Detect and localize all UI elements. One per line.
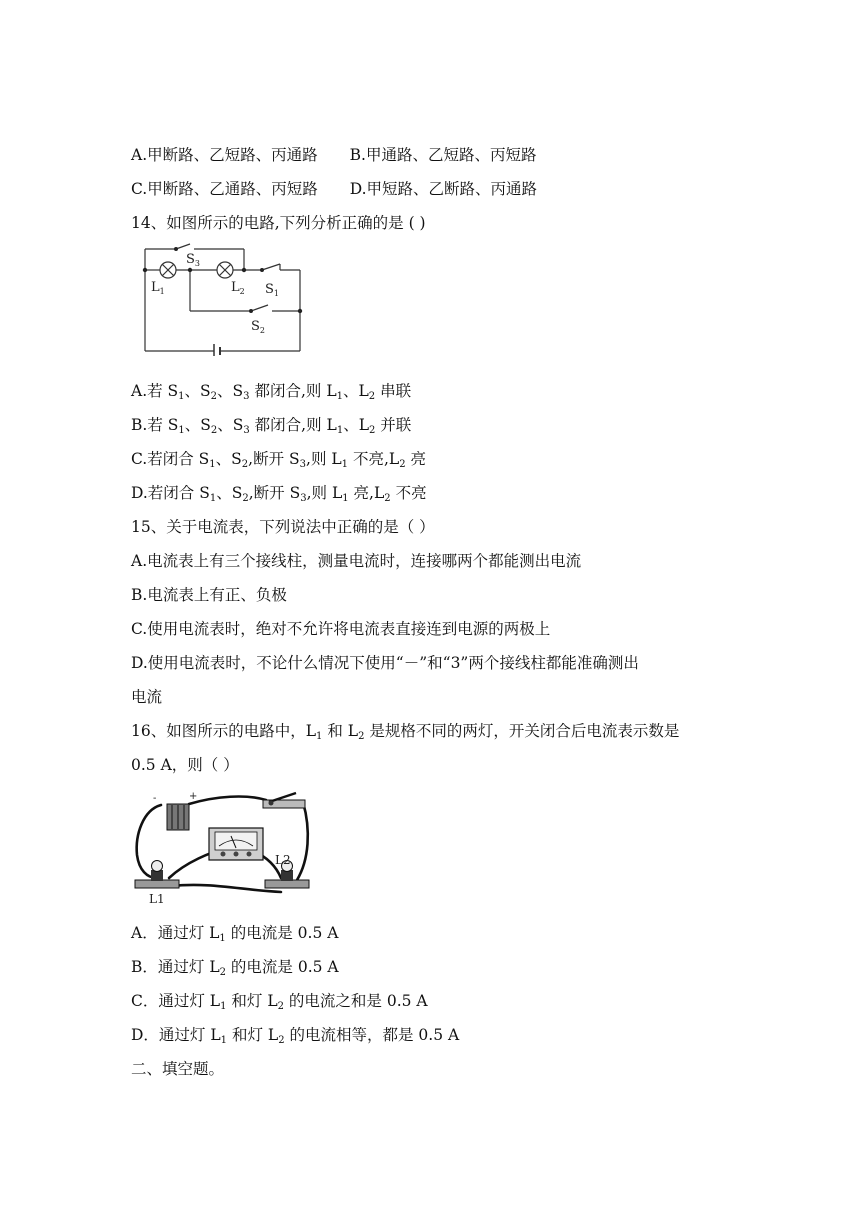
switch-icon [263,793,305,808]
battery-minus-label: - [153,793,157,804]
label-l1: $L_1$ [151,280,165,296]
figure-label-l2: L2 [275,853,291,867]
q15-option-a: A.电流表上有三个接线柱，测量电流时，连接哪两个都能测出电流 [131,552,582,570]
q16-option-a: A．通过灯 $L_1$ 的电流是 0.5 A [131,924,339,944]
q16-stem-line-1: 16、如图所示的电路中，$L_1$ 和 $L_2$ 是规格不同的两灯，开关闭合后电流表示数是 [131,722,680,742]
battery-icon [167,804,189,830]
q13-options-row-2 [131,178,537,200]
q15-option-d-line-1: D.使用电流表时，不论什么情况下使用“－”和“3”两个接线柱都能准确测出 [131,654,639,672]
q16-option-b: B．通过灯 $L_2$ 的电流是 0.5 A [131,958,339,978]
q16-option-c: C．通过灯 $L_1$ 和灯 $L_2$ 的电流之和是 0.5 A [131,992,428,1012]
q14-option-a: A.若 $S_1$、$S_2$、$S_3$ 都闭合,则 $L_1$、$L_2$ 串联 [131,382,412,402]
q15-option-d-line-2: 电流 [131,688,163,706]
battery-plus-label: + [189,791,198,802]
label-s2: $S_2$ [251,319,265,335]
q13-option-c: C.甲断路、乙通路、丙短路 [131,180,318,198]
q13-option-b: B.甲通路、乙短路、丙短路 [349,146,537,164]
q15-stem: 15、关于电流表，下列说法中正确的是（ ） [131,518,435,536]
section-2-heading: 二、填空题。 [131,1060,225,1078]
label-s3: $S_3$ [186,252,200,268]
q14-option-d: D.若闭合 $S_1$、$S_2$,断开 $S_3$,则 $L_1$ 亮$,L_2$ 不亮 [131,484,427,504]
q16-circuit-photo [131,790,313,906]
q14-option-b: B.若 $S_1$、$S_2$、$S_3$ 都闭合,则 $L_1$、$L_2$ 并联 [131,416,412,436]
q13-options-row-1 [131,144,536,166]
label-s1: $S_1$ [265,282,279,298]
q15-option-b: B.电流表上有正、负极 [131,586,287,604]
q16-stem-line-2: 0.5 A，则（ ） [131,756,239,774]
q14-option-c: C.若闭合 $S_1$、$S_2$,断开 $S_3$,则 $L_1$ 不亮$,L_2$ 亮 [131,450,427,470]
q16-option-d: D．通过灯 $L_1$ 和灯 $L_2$ 的电流相等，都是 0.5 A [131,1026,460,1046]
q14-stem: 14、如图所示的电路,下列分析正确的是 ( ) [131,214,426,232]
q13-option-d: D.甲短路、乙断路、丙通路 [349,180,538,198]
q15-option-c: C.使用电流表时，绝对不允许将电流表直接连到电源的两极上 [131,620,551,638]
label-l2: $L_2$ [231,280,245,296]
q13-option-a: A.甲断路、乙短路、丙通路 [131,146,318,164]
q14-circuit-diagram [138,238,313,356]
ammeter-icon [209,828,263,860]
figure-label-l1: L1 [149,892,165,906]
